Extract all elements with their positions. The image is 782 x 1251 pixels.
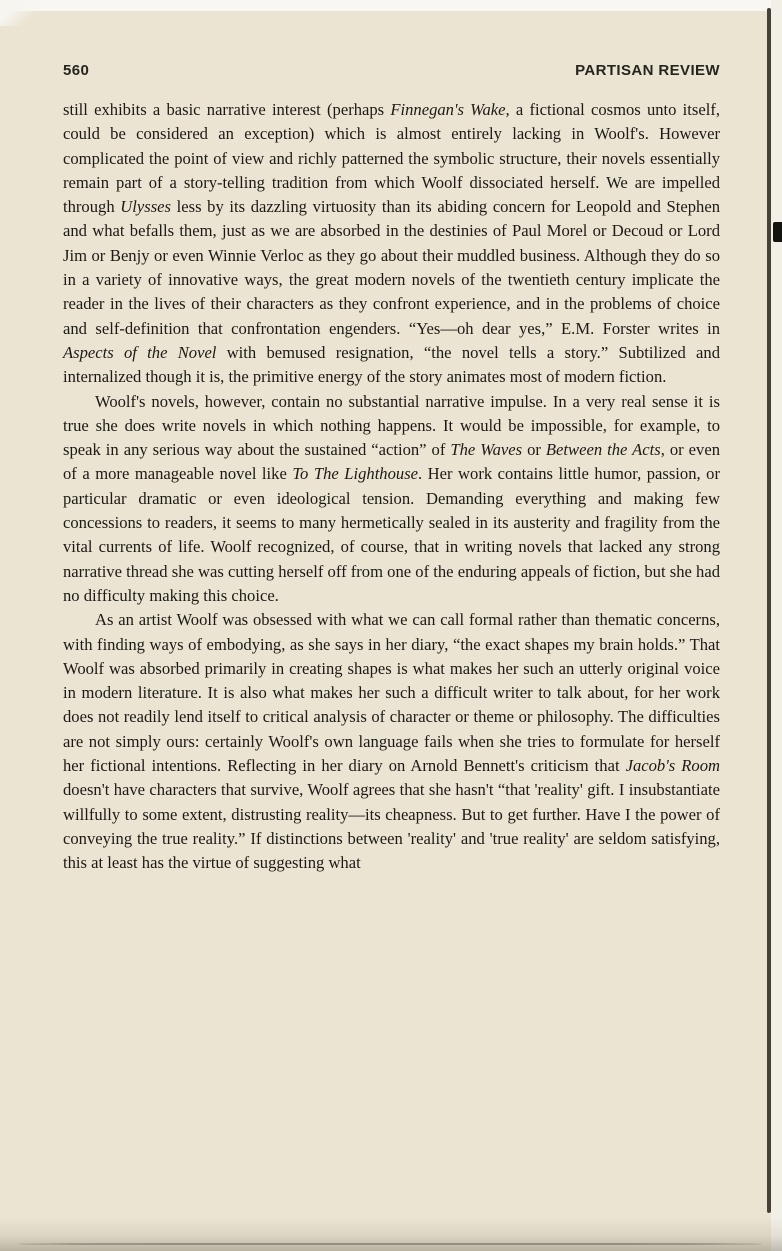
italic-title-text: To The Lighthouse — [292, 464, 419, 484]
page-number: 560 — [63, 62, 90, 79]
page-top-left-corner — [0, 0, 40, 26]
paragraph — [63, 390, 720, 609]
page-bottom-shadow — [0, 1217, 782, 1251]
paragraph — [63, 608, 720, 875]
paragraph — [63, 98, 720, 390]
body-text-segment: , or even of a more manageable novel like — [63, 440, 721, 484]
page-right-edge — [767, 8, 771, 1213]
italic-title-text: Ulysses — [120, 197, 171, 217]
body-text-segment: still exhibits a basic narrative interest (perhaps — [63, 100, 391, 119]
scan-artifact-mark — [773, 222, 782, 242]
page-header — [63, 62, 720, 79]
italic-title-text: Jacob's Room — [625, 756, 720, 776]
body-text-segment: . Her work contains little humor, passion, or particular dramatic or even ideological tension. Demanding everything and making few concessions to readers, it seems to many hermetically sealed in its austerity and fragility from the vital currents of life. Woolf recognized, of course, that in writing novels that lacked any strong narrative thread she was cutting herself off from one of the enduring appeals of fiction, but she had no difficulty making this choice. — [63, 464, 720, 605]
page-top-edge — [0, 0, 782, 11]
body-text-segment: or — [522, 440, 546, 460]
italic-title-text: Finnegan's Wake — [390, 100, 506, 119]
body-text-segment: As an artist Woolf was obsessed with what we can call formal rather than thematic concerns, with finding ways of embodying, as she says in her diary, “the exact shapes my brain holds.” That Woolf was absorbed primarily in creating shapes is what makes her such an utterly original voice in modern literature. It is also what makes her such a difficult writer to talk about, for her work does not readily lend itself to critical analysis of character or theme or philosophy. The difficulties are not simply ours: certainly Woolf's own language fails when she tries to formulate for herself her fictional intentions. Reflecting in her diary on Arnold Bennett's criticism that — [63, 610, 720, 776]
italic-title-text: Aspects of the Novel — [63, 342, 217, 362]
body-text-segment: Woolf's novels, however, contain no substantial narrative impulse. In a very real sense it is true she does write novels in which nothing happens. It would be impossible, for example, to speak in any serious way about the sustained “action” of — [63, 391, 720, 460]
body-text-segment: doesn't have characters that survive, Woolf agrees that she hasn't “that 'reality' gift. I insubstantiate willfully to some extent, distrusting reality—its cheapness. But to get further. Have I the power of conveying the true reality.” If distinctions between 'reality' and 'true reality' are seldom satisfying, this at least has the virtue of suggesting what — [63, 780, 720, 873]
body-text — [63, 98, 720, 876]
page-bottom-edge — [18, 1243, 762, 1245]
journal-name: PARTISAN REVIEW — [575, 62, 720, 79]
italic-title-text: The Waves — [450, 440, 523, 460]
italic-title-text: Between the Acts — [545, 440, 661, 460]
page-right-margin — [771, 0, 782, 1251]
body-text-segment: , a fictional cosmos unto itself, could be considered an exception) which is almost entirely lacking in Woolf's. However complicated the point of view and richly patterned the symbolic structure, their novels essentially remain part of a story-telling tradition from which Woolf dissociated herself. We are impelled through — [63, 100, 721, 217]
body-text-segment: less by its dazzling virtuosity than its abiding concern for Leopold and Stephen and what befalls them, just as we are absorbed in the destinies of Paul Morel or Decoud or Lord Jim or Benjy or even Winnie Verloc as they go about their muddled business. Although they do so in a variety of innovative ways, the great modern novels of the twentieth century implicate the reader in the lives of their characters as they confront experience, and in the problems of choice and self-definition that confrontation engenders. “Yes—oh dear yes,” E.M. Forster writes in — [63, 197, 720, 338]
body-text-segment: with bemused resignation, “the novel tells a story.” Subtilized and internalized though it is, the primitive energy of the story animates most of modern fiction. — [63, 342, 720, 387]
